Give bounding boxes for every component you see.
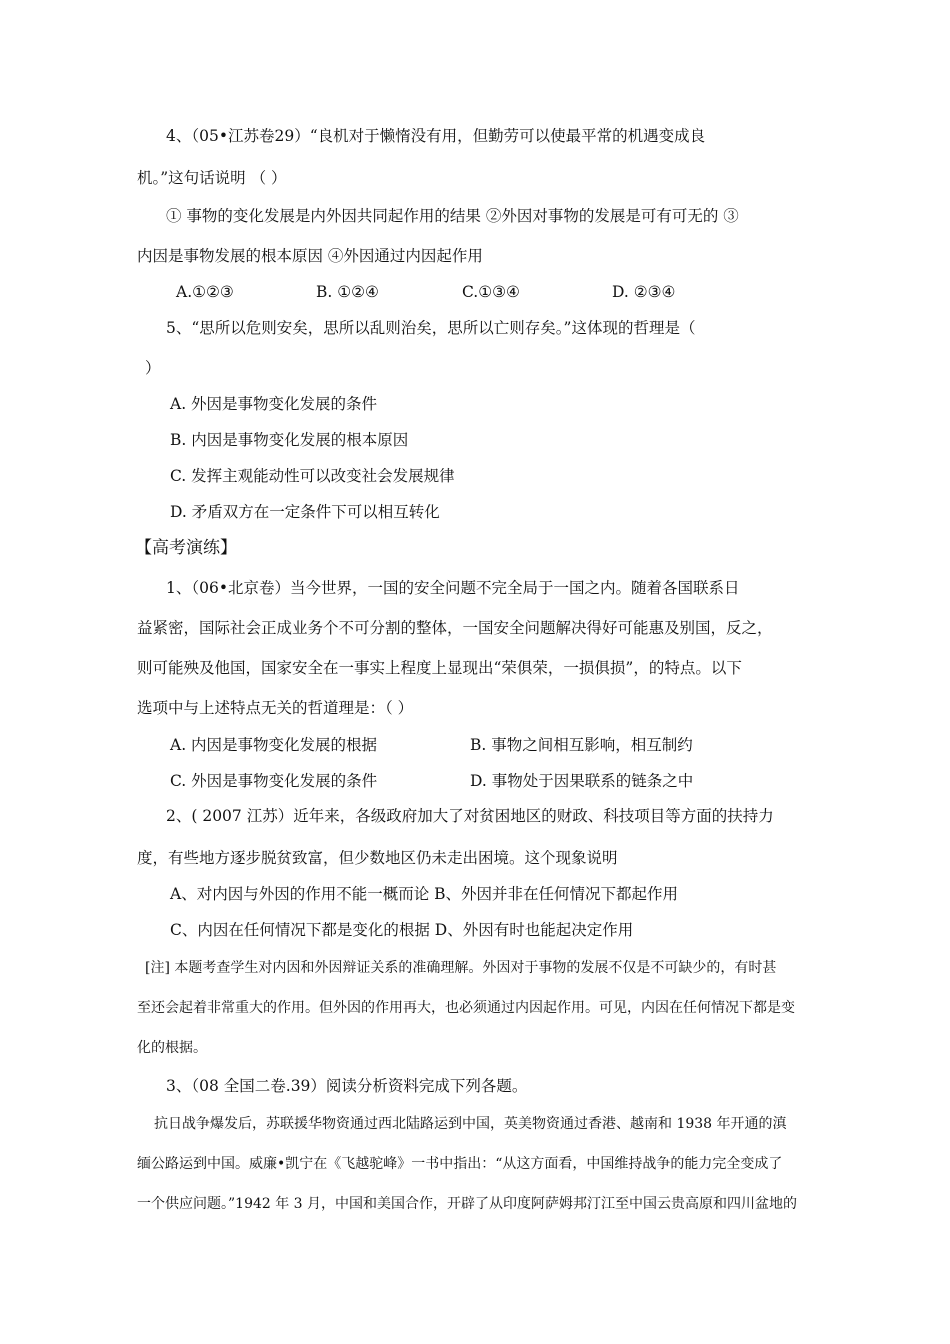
g1-option-a: A. 内因是事物变化发展的根据 <box>170 736 378 754</box>
q4-stem-line-2: 机。”这句话说明 （ ） <box>137 169 287 187</box>
g1-stem-line-2: 益紧密，国际社会正成业务个不可分割的整体，一国安全问题解决得好可能惠及别国，反之， <box>137 619 773 637</box>
q5-option-b: B. 内因是事物变化发展的根本原因 <box>170 431 409 449</box>
q4-option-a: A.①②③ <box>176 283 234 301</box>
g2-options-cd: C、内因在任何情况下都是变化的根据 D、外因有时也能起决定作用 <box>170 921 634 939</box>
g2-stem-line-1: 2、( 2007 江苏）近年来，各级政府加大了对贫困地区的财政、科技项目等方面的扶持力 <box>166 807 774 825</box>
g2-stem-line-2: 度，有些地方逐步脱贫致富，但少数地区仍未走出困境。这个现象说明 <box>137 849 618 867</box>
g1-option-b: B. 事物之间相互影响，相互制约 <box>470 736 693 754</box>
q5-option-a: A. 外因是事物变化发展的条件 <box>170 395 378 413</box>
q5-option-c: C. 发挥主观能动性可以改变社会发展规律 <box>170 467 455 485</box>
g2-note-line-1: [注] 本题考查学生对内因和外因辩证关系的准确理解。外因对于事物的发展不仅是不可缺少的，有时甚 <box>145 960 777 976</box>
q4-statements-line-1: ① 事物的变化发展是内外因共同起作用的结果 ②外因对事物的发展是可有可无的 ③ <box>166 207 739 225</box>
q4-statements-line-2: 内因是事物发展的根本原因 ④外因通过内因起作用 <box>137 247 483 265</box>
g3-stem-line-1: 3、（08 全国二卷.39）阅读分析资料完成下列各题。 <box>166 1077 528 1095</box>
g2-options-ab: A、对内因与外因的作用不能一概而论 B、外因并非在任何情况下都起作用 <box>170 885 679 903</box>
g1-stem-line-4: 选项中与上述特点无关的哲道理是：（ ） <box>137 699 414 717</box>
q4-option-b: B. ①②④ <box>316 283 379 301</box>
q5-stem-line-2: ） <box>145 359 161 377</box>
g3-material-line-3: 一个供应问题。”1942 年 3 月，中国和美国合作，开辟了从印度阿萨姆邦汀江至中国云贵高原和四川盆地的 <box>137 1196 798 1212</box>
q5-option-d: D. 矛盾双方在一定条件下可以相互转化 <box>170 503 440 521</box>
g3-material-line-2: 缅公路运到中国。威廉•凯宁在《飞越驼峰》一书中指出：“从这方面看，中国维持战争的能力完全变成了 <box>137 1156 783 1172</box>
q4-stem-line-1: 4、（05•江苏卷29）“良机对于懒惰没有用，但勤劳可以使最平常的机遇变成良 <box>166 127 706 145</box>
g2-note-line-2: 至还会起着非常重大的作用。但外因的作用再大，也必须通过内因起作用。可见，内因在任何情况下都是变 <box>137 1000 795 1016</box>
g1-stem-line-3: 则可能殃及他国，国家安全在一事实上程度上显现出“荣俱荣，一损俱损”，的特点。以下 <box>137 659 742 677</box>
g3-material-line-1: 抗日战争爆发后，苏联援华物资通过西北陆路运到中国，英美物资通过香港、越南和 1938 年开通的滇 <box>154 1116 787 1132</box>
q4-option-c: C.①③④ <box>462 283 520 301</box>
g1-option-d: D. 事物处于因果联系的链条之中 <box>470 772 694 790</box>
g1-option-c: C. 外因是事物变化发展的条件 <box>170 772 378 790</box>
q4-option-d: D. ②③④ <box>612 283 676 301</box>
g1-stem-line-1: 1、（06•北京卷）当今世界，一国的安全问题不完全局于一国之内。随着各国联系日 <box>166 579 740 597</box>
section-title: 【高考演练】 <box>135 538 237 558</box>
g2-note-line-3: 化的根据。 <box>137 1040 207 1056</box>
q5-stem-line-1: 5、“思所以危则安矣，思所以乱则治矣，思所以亡则存矣。”这体现的哲理是（ <box>166 319 696 337</box>
